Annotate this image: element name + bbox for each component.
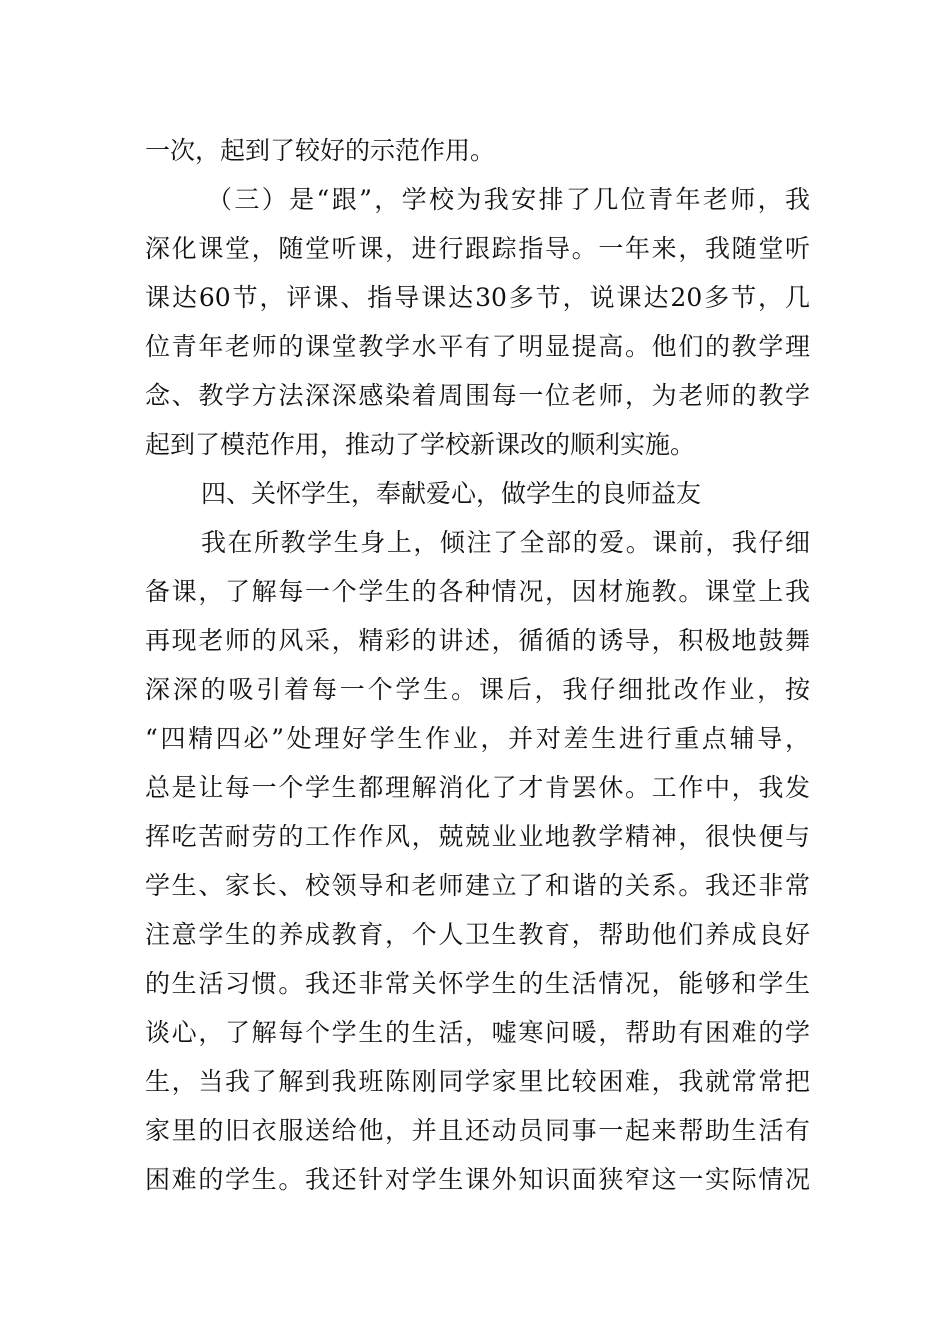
text-line: 学生、家长、校领导和老师建立了和谐的关系。我还非常: [145, 871, 810, 900]
text-line: 生，当我了解到我班陈刚同学家里比较困难，我就常常把: [145, 1067, 810, 1096]
text-line: 起到了模范作用，推动了学校新课改的顺利实施。: [145, 430, 696, 459]
text-line: 课达60节，评课、指导课达30多节，说课达20多节，几: [145, 283, 810, 312]
text-line: 注意学生的养成教育，个人卫生教育，帮助他们养成良好: [145, 920, 810, 949]
text-line: 深深的吸引着每一个学生。课后，我仔细批改作业，按: [145, 675, 810, 704]
text-line: 困难的学生。我还针对学生课外知识面狭窄这一实际情况: [145, 1165, 810, 1194]
text-line: 家里的旧衣服送给他，并且还动员同事一起来帮助生活有: [145, 1116, 810, 1145]
text-line: 总是让每一个学生都理解消化了才肯罢休。工作中，我发: [145, 773, 810, 802]
text-line: 念、教学方法深深感染着周围每一位老师，为老师的教学: [145, 381, 810, 410]
section-heading: 四、关怀学生，奉献爱心，做学生的良师益友: [201, 479, 702, 508]
text-line: 位青年老师的课堂教学水平有了明显提高。他们的教学理: [145, 332, 810, 361]
text-line: 深化课堂，随堂听课，进行跟踪指导。一年来，我随堂听: [145, 234, 810, 263]
text-line: （三）是“跟”，学校为我安排了几位青年老师，我: [207, 185, 810, 214]
body-text: [145, 126, 810, 1204]
text-line: 再现老师的风采，精彩的讲述，循循的诱导，积极地鼓舞: [145, 626, 810, 655]
text-line: “四精四必”处理好学生作业，并对差生进行重点辅导，: [145, 724, 810, 753]
text-line: 挥吃苦耐劳的工作作风，兢兢业业地教学精神，很快便与: [145, 822, 810, 851]
text-line: 的生活习惯。我还非常关怀学生的生活情况，能够和学生: [145, 969, 810, 998]
text-line: 备课，了解每一个学生的各种情况，因材施教。课堂上我: [145, 577, 810, 606]
text-line: 一次，起到了较好的示范作用。: [145, 136, 496, 165]
text-line: 谈心，了解每个学生的生活，嘘寒问暖，帮助有困难的学: [145, 1018, 810, 1047]
text-line: 我在所教学生身上，倾注了全部的爱。课前，我仔细: [201, 528, 810, 557]
